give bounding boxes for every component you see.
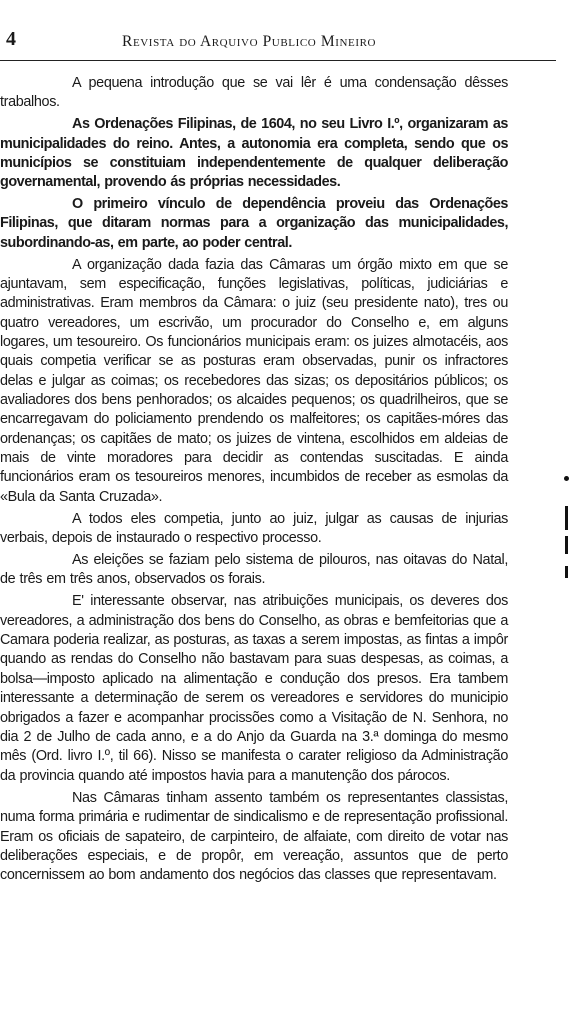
header-rule bbox=[0, 60, 556, 61]
margin-mark bbox=[565, 566, 568, 578]
paragraph-intro: A pequena introdução que se vai lêr é uma condensação dêsses trabalhos. bbox=[0, 75, 508, 111]
margin-mark bbox=[565, 506, 568, 530]
paragraph-primeiro-vinculo: O primeiro vínculo de dependência proveiu das Ordenações Filipinas, que ditaram normas para a organização das municipalidades, subordinando-as, em parte, ao poder central. bbox=[0, 196, 508, 251]
paragraph-classistas: Nas Câmaras tinham assento também os representantes classistas, numa forma primária e rudimentar de sindicalismo e de representação profissional. Eram os oficiais de sapateiro, de carpinteiro, de alfaiate, com direito de votar nas deliberações especiais, e de propôr, em vereação, assuntos que de perto concernissem ao bom andamento dos negócios das classes que representavam. bbox=[0, 789, 508, 884]
paragraph-eleicoes: As eleições se faziam pelo sistema de pilouros, nas oitavas do Natal, de três em três anos, observados os forais. bbox=[0, 551, 508, 588]
paragraph-ordenacoes: As Ordenações Filipinas, de 1604, no seu Livro I.º, organizaram as municipalidades do reino. Antes, a autonomia era completa, sendo que os municípios se constituiam independentemente de qualquer deliberação governamental, provendo ás próprias necessidades. bbox=[0, 116, 508, 191]
paragraph-organizacao: A organização dada fazia das Câmaras um órgão mixto em que se ajuntavam, sem especificação, funções legislativas, políticas, judiciárias e administrativas. Eram membros da Câmara: o juiz (seu presidente nato), tres ou quatro vereadores, um escrivão, um procurador do Conselho e, em alguns logares, um tesoureiro. Os funcionários municipais eram: os juizes almotacéis, aos quais competia verificar se as posturas eram observadas, punir os infractores delas e julgar as coimas; os recebedores das sizas; os depositários públicos; os avaliadores dos bens penhorados; os alcaides pequenos; os quadrilheiros, que se encarregavam do policiamento prendendo os malfeitores; os capitães-móres das ordenanças; os capitães de mato; os juizes de vintena, escolhidos em aldeias de mais de vinte moradores para decidir as contendas suscitadas. E ainda funcionários eram os tesoureiros menores, incumbidos de receber as esmolas da «Bula da Santa Cruzada». bbox=[0, 256, 508, 505]
paragraph-competencia: A todos eles competia, junto ao juiz, julgar as causas de injurias verbais, depois de instaurado o respectivo processo. bbox=[0, 510, 508, 546]
running-title: Revista do Arquivo Publico Mineiro bbox=[122, 33, 377, 50]
margin-mark bbox=[565, 536, 568, 554]
body-text bbox=[0, 74, 508, 888]
margin-dot bbox=[564, 476, 569, 481]
paragraph-atribuicoes: E' interessante observar, nas atribuições municipais, os deveres dos vereadores, a administração dos bens do Conselho, as obras e bemfeitorias que a Camara poderia realizar, as posturas, as taxas a serem impostas, as fintas a impôr quando as rendas do Conselho não bastavam para suas despesas, as coimas, a bolsa—imposto aplicado na alimentação e condução dos presos. Era tambem interessante a determinação de serem os vereadores e servidores do municipio obrigados a fazer e acompanhar procissões como a Visitação de N. Senhora, no dia 2 de Julho de cada anno, e a do Anjo da Guarda na 3.ª dominga do mesmo mês (Ord. livro I.º, til 66). Nisso se manifesta o carater religioso da Administração da provincia quando até impostos havia para a manutenção dos párocos. bbox=[0, 593, 508, 784]
margin-marks bbox=[560, 470, 574, 590]
page-header bbox=[0, 28, 560, 54]
page-number: 4 bbox=[6, 28, 16, 50]
